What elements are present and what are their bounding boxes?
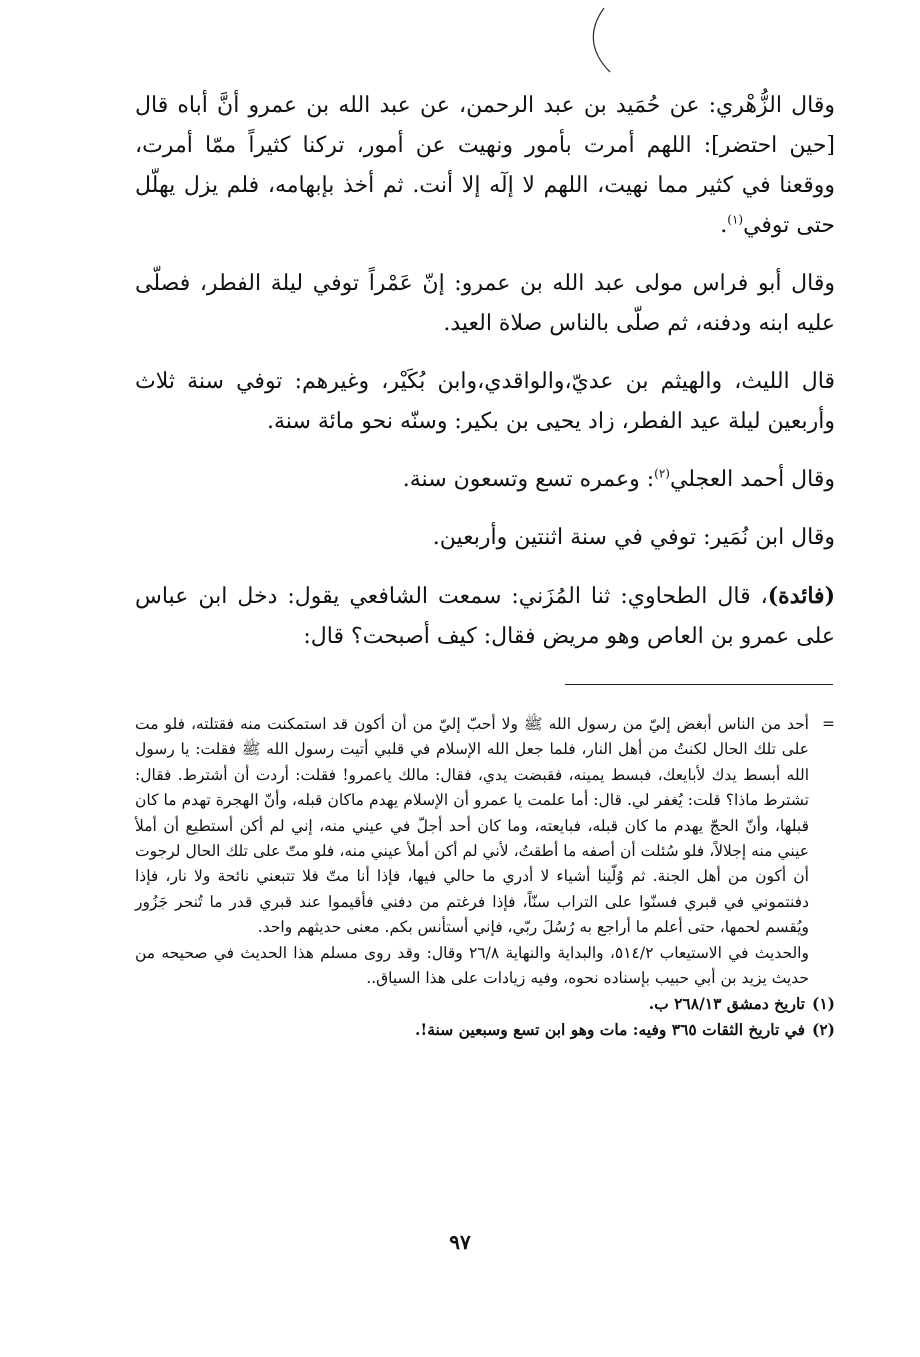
footnote-separator	[565, 684, 833, 685]
footnotes	[135, 712, 835, 1042]
page-number: ٩٧	[449, 1230, 471, 1254]
hadith-note-text: والحديث في الاستيعاب ٥١٤/٢، والبداية والنهاية ٢٦/٨ وقال: وقد روى مسلم هذا الحديث في صحيحه من حديث يزيد بن أبي حبيب بإسناده نحوه، وفيه زيادات على هذا السياق..	[135, 943, 809, 988]
footnote-2-text: في تاريخ الثقات ٣٦٥ وفيه: مات وهو ابن تسع وسبعين سنة!.	[415, 1019, 805, 1039]
paragraph-zuhri: وقال الزُّهْري: عن حُمَيد بن عبد الرحمن، عن عبد الله بن عمرو أنَّ أباه قال [حين احتضر]: اللهم أمرت بأمور ونهيت عن أمور، تركنا كثيراً ممّا أمرت، ووقعنا في كثير مما نهيت، اللهم لا إلٓه إلا أنت. ثم أخذ بإبهامه، فلم يزل يهلّل حتى توفي$^{(١)}$.	[135, 93, 835, 238]
footnote-2-number: (٢)	[811, 1019, 835, 1039]
footnote-2	[135, 1017, 835, 1042]
paragraph-faida: (فائدة)، قال الطحاوي: ثنا المُزَني: سمعت الشافعي يقول: دخل ابن عباس على عمرو بن العاص وهو مريض فقال: كيف أصبحت؟ قال:	[135, 583, 835, 649]
footnote-1-text: تاريخ دمشق ٢٦٨/١٣ ب.	[648, 994, 805, 1014]
footnote-hadith	[135, 941, 835, 992]
paragraph-abu-firas: وقال أبو فراس مولى عبد الله بن عمرو: إنّ عَمْراً توفي ليلة الفطر، فصلّى عليه ابنه ودفنه، ثم صلّى بالناس صلاة العيد.	[135, 271, 835, 336]
footnote-ref-1[interactable]: (١)	[727, 212, 744, 227]
main-text	[135, 86, 835, 657]
paragraph-layth: قال الليث، والهيثم بن عديّ،والواقدي،وابن بُكَيْر، وغيرهم: توفي سنة ثلاث وأربعين ليلة عيد الفطر، زاد يحيى بن بكير: وسنّه نحو مائة سنة.	[135, 369, 835, 434]
continuation-text: أحد من الناس أبغض إليّ من رسول الله ﷺ ولا أحبّ إليّ من أن أكون قد استمكنت منه فقتلته، فلو مت على تلك الحال لكنتُ من أهل النار، فلما جعل الله الإسلام في قلبي أتيت رسول الله ﷺ فقلت: يا رسول الله أبسط يدك لأبايعك، فبسط يمينه، فقبضت يدي، فقال: مالك ياعمرو! فقلت: أردت أن أشترط. فقال: تشترط ماذا؟ قلت: يُغفر لي. قال: أما علمت يا عمرو أن الإسلام يهدم ماكان قبله، وأنّ الهجرة تهدم ما كان قبلها، وأنّ الحجّ يهدم ما كان قبله، فبايعته، وما كان أحد أجلّ في عيني منه، إني لم أكن أستطيع أن أملأ عيني منه إجلالاً، فلو سُئلت أن أصفه ما أطقتُ، لأني لم أكن أملأ عيني منه، فلو متّ على تلك الحال لرجوت أن أكون من أهل الجنة. ثم وُلّينا أشياء لا أدري ما حالي فيها، فإذا أنا متّ فلا تتبعني نائحة ولا نار، فإذا دفنتموني في قبري فسنّوا على التراب سنّاً، فإذا فرغتم من دفني فأقيموا عند قبري قدر ما تُنحر جَزُور ويُقسم لحمها، حتى أعلم ما أراجع به رُسُلَ ربّي، فإني أستأنس بكم. معنى حديثهم واحد.	[135, 715, 809, 937]
footnote-1-number: (١)	[811, 994, 835, 1014]
continuation-mark: =	[822, 715, 835, 733]
paragraph-ibn-numayr: وقال ابن نُمَير: توفي في سنة اثنتين وأربعين.	[432, 525, 835, 550]
footnote-continuation	[135, 712, 835, 941]
paragraph-ajli: وقال أحمد العجلي$^{(٢)}$: وعمره تسع وتسعون سنة.	[402, 466, 835, 492]
footnote-1	[135, 991, 835, 1016]
parenthesis-mark	[576, 0, 636, 80]
footnote-ref-2[interactable]: (٢)	[654, 466, 670, 481]
faida-label: (فائدة)	[767, 583, 835, 609]
